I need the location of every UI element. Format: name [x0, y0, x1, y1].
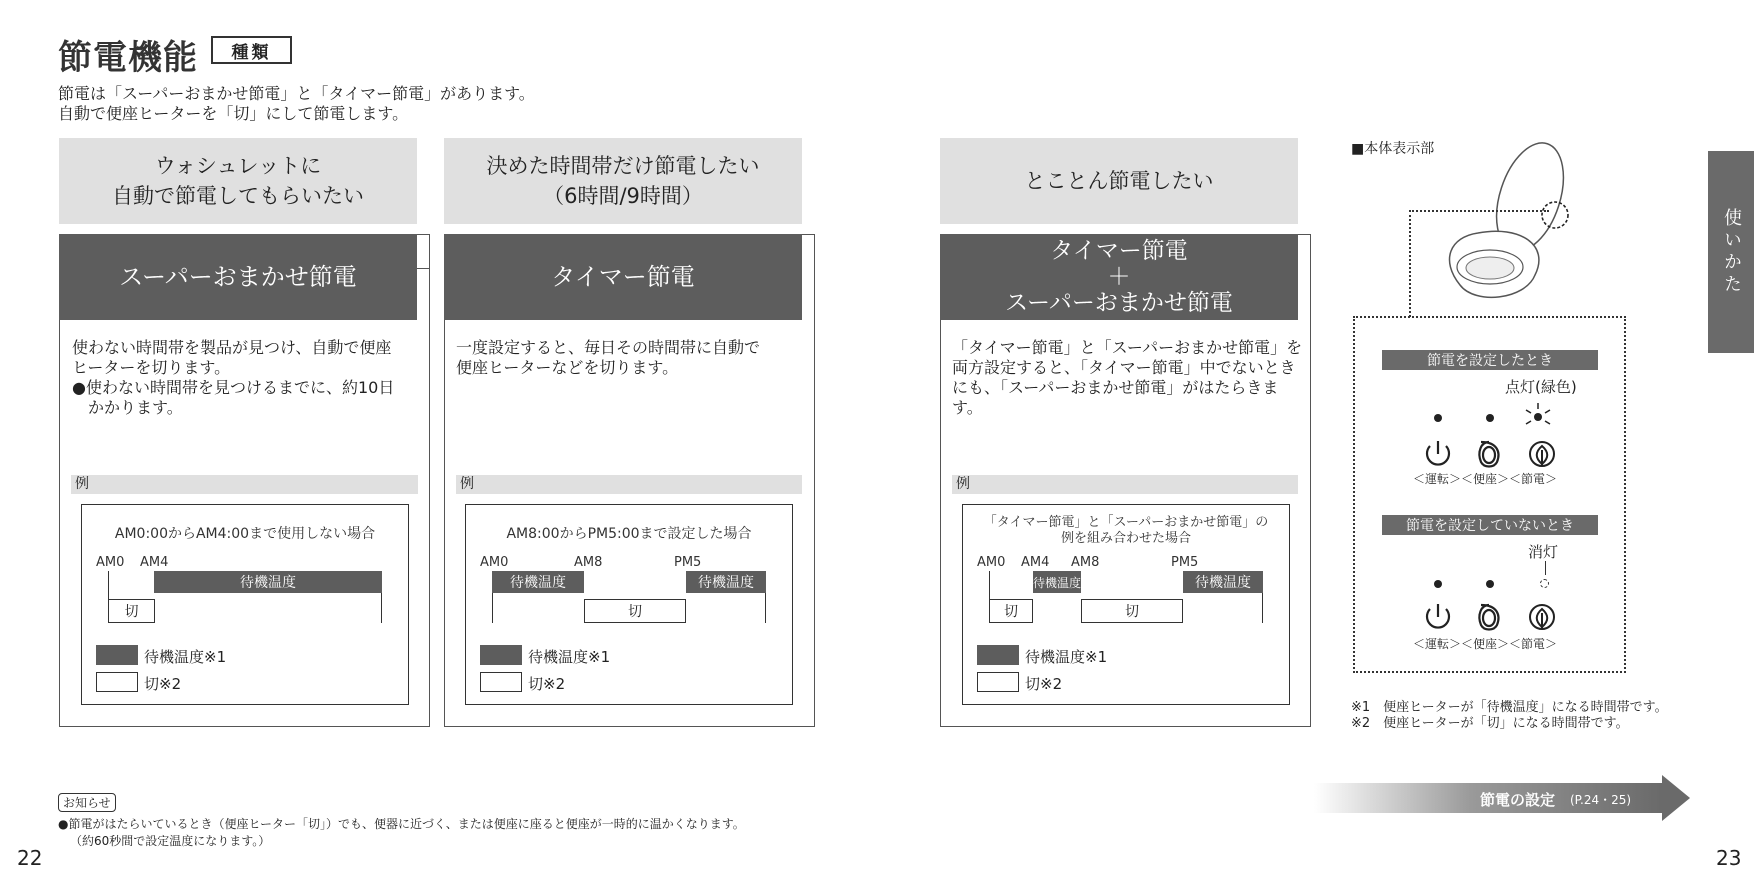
- off-bar: 切: [1081, 599, 1183, 623]
- time-label: AM0: [480, 555, 509, 570]
- legend-standby-swatch: [977, 645, 1019, 665]
- example-label: 例: [456, 475, 802, 494]
- link-pages: (P.24・25): [1570, 793, 1632, 807]
- standby-bar: 待機温度: [1033, 571, 1081, 593]
- example-title: [963, 515, 1289, 547]
- mode-title: スーパーおまかせ節電: [1005, 290, 1233, 316]
- indicator-dot: [1486, 414, 1494, 422]
- notice-label: お知らせ: [58, 793, 116, 812]
- off-bar: 切: [108, 599, 155, 623]
- legend-standby-swatch: [480, 645, 522, 665]
- desc-line: 便座ヒーターなどを切ります。: [456, 358, 679, 377]
- status-off-note: 消灯: [1528, 543, 1559, 561]
- need-line: ウォシュレットに: [154, 154, 322, 178]
- desc-line: にも、「スーパーおまかせ節電」がはたらきます。: [952, 378, 1279, 417]
- indicator-lit-icon: [1523, 402, 1553, 432]
- need-line: とことん節電したい: [1024, 169, 1214, 193]
- time-label: AM4: [1021, 555, 1050, 570]
- page-number-right: 23: [1716, 846, 1742, 870]
- mode-header-3: [940, 234, 1298, 320]
- button-icons-off: [1421, 601, 1571, 633]
- mode-header-1: [59, 234, 417, 320]
- footnote-1: ※1 便座ヒーターが「待機温度」になる時間帯です。: [1351, 700, 1668, 715]
- time-label: AM8: [574, 555, 603, 570]
- need-line: 自動で節電してもらいたい: [112, 184, 364, 208]
- mode-description-1: [72, 338, 422, 418]
- legend-standby-label: 待機温度※1: [144, 648, 227, 666]
- arrow-right-icon: [1662, 775, 1690, 821]
- desc-line: 両方設定すると、「タイマー節電」中でないとき: [952, 358, 1296, 377]
- indicator-unlit-icon: [1540, 579, 1549, 588]
- standby-bar: 待機温度: [1183, 571, 1263, 593]
- button-caption: ＜運転＞＜便座＞＜節電＞: [1413, 472, 1558, 486]
- need-header-2: [444, 138, 802, 224]
- time-label: AM8: [1071, 555, 1100, 570]
- example-box-1: [81, 504, 409, 705]
- panel-label: ■本体表示部: [1351, 141, 1435, 157]
- seat-icon: [1479, 605, 1498, 630]
- need-header-1: [59, 138, 417, 224]
- legend-off-label: 切※2: [1025, 675, 1063, 693]
- off-bar: 切: [584, 599, 686, 623]
- status-on-title: 節電を設定したとき: [1382, 350, 1598, 370]
- power-icon: [1427, 441, 1449, 465]
- standby-bar: 待機温度: [686, 571, 766, 593]
- seat-icon: [1479, 442, 1498, 467]
- mode-title: スーパーおまかせ節電: [119, 263, 357, 291]
- leader-line: [1409, 210, 1411, 317]
- status-off-title: 節電を設定していないとき: [1382, 515, 1598, 535]
- desc-line: ●使わない時間帯を見つけるまでに、約10日: [72, 378, 395, 397]
- indicator-dot: [1434, 414, 1442, 422]
- standby-bar: 待機温度: [154, 571, 382, 593]
- mode-title: タイマー節電: [1050, 238, 1188, 264]
- link-title: 節電の設定: [1480, 791, 1556, 809]
- note-pointer: [1545, 561, 1546, 575]
- legend-off-label: 切※2: [528, 675, 566, 693]
- notice-line-2: （約60秒間で設定温度になります。）: [70, 834, 271, 848]
- intro-line-2: 自動で便座ヒーターを「切」にして節電します。: [58, 104, 409, 123]
- mode-title: タイマー節電: [551, 263, 695, 291]
- indicator-dot: [1434, 580, 1442, 588]
- legend-off-swatch: [977, 672, 1019, 692]
- category-tag: 種類: [211, 36, 292, 64]
- time-label: PM5: [674, 555, 702, 570]
- example-title: AM0:00からAM4:00まで使用しない場合: [114, 526, 376, 542]
- eco-leaf-icon: [1530, 442, 1554, 466]
- footnote-2: ※2 便座ヒーターが「切」になる時間帯です。: [1351, 716, 1629, 731]
- legend-off-label: 切※2: [144, 675, 182, 693]
- need-header-3: [940, 138, 1298, 224]
- legend-off-swatch: [96, 672, 138, 692]
- indicator-dot: [1486, 580, 1494, 588]
- mode-header-2: [444, 234, 802, 320]
- time-label: AM0: [96, 555, 125, 570]
- reference-link[interactable]: [1314, 775, 1664, 821]
- status-on-note: 点灯(緑色): [1505, 378, 1577, 396]
- eco-leaf-icon: [1530, 605, 1554, 629]
- page-number-left: 22: [17, 846, 43, 870]
- need-line: （6時間/9時間）: [543, 184, 703, 208]
- mode-description-2: [456, 338, 806, 378]
- example-title-line: 例を組み合わせた場合: [1060, 531, 1191, 546]
- leader-line: [1409, 210, 1549, 212]
- display-panel: [1353, 316, 1626, 673]
- desc-line: ヒーターを切ります。: [72, 358, 231, 377]
- example-box-2: [465, 504, 793, 705]
- time-label: AM4: [140, 555, 169, 570]
- legend-standby-swatch: [96, 645, 138, 665]
- need-line: 決めた時間帯だけ節電したい: [486, 154, 760, 178]
- desc-line: 「タイマー節電」と「スーパーおまかせ節電」を: [952, 338, 1303, 357]
- toilet-illustration: [1400, 135, 1590, 335]
- example-title-line: 「タイマー節電」と「スーパーおまかせ節電」の: [983, 515, 1269, 530]
- intro-line-1: 節電は「スーパーおまかせ節電」と「タイマー節電」があります。: [58, 84, 535, 103]
- time-label: PM5: [1171, 555, 1199, 570]
- example-label: 例: [952, 475, 1298, 494]
- power-icon: [1427, 604, 1449, 628]
- legend-standby-label: 待機温度※1: [1025, 648, 1108, 666]
- notice-line-1: ●節電がはたらいているとき（便座ヒーター「切」）でも、便器に近づく、または便座に座ると便座が一時的に温かくなります。: [58, 817, 745, 831]
- button-icons-on: [1421, 438, 1571, 470]
- legend-off-swatch: [480, 672, 522, 692]
- button-caption: ＜運転＞＜便座＞＜節電＞: [1413, 637, 1558, 651]
- page-title: 節電機能: [58, 38, 198, 78]
- mode-description-3: [952, 338, 1307, 418]
- desc-line: 使わない時間帯を製品が見つけ、自動で便座: [72, 338, 392, 357]
- section-side-tab[interactable]: 使いかた: [1708, 151, 1754, 353]
- legend-standby-label: 待機温度※1: [528, 648, 611, 666]
- desc-line: 一度設定すると、毎日その時間帯に自動で: [456, 338, 761, 357]
- desc-line: かかります。: [72, 398, 183, 417]
- time-label: AM0: [977, 555, 1006, 570]
- mode-plus: ＋: [1107, 264, 1131, 290]
- example-box-3: [962, 504, 1290, 705]
- example-label: 例: [71, 475, 418, 494]
- off-bar: 切: [989, 599, 1033, 623]
- example-title: AM8:00からPM5:00まで設定した場合: [506, 526, 752, 542]
- standby-bar: 待機温度: [492, 571, 584, 593]
